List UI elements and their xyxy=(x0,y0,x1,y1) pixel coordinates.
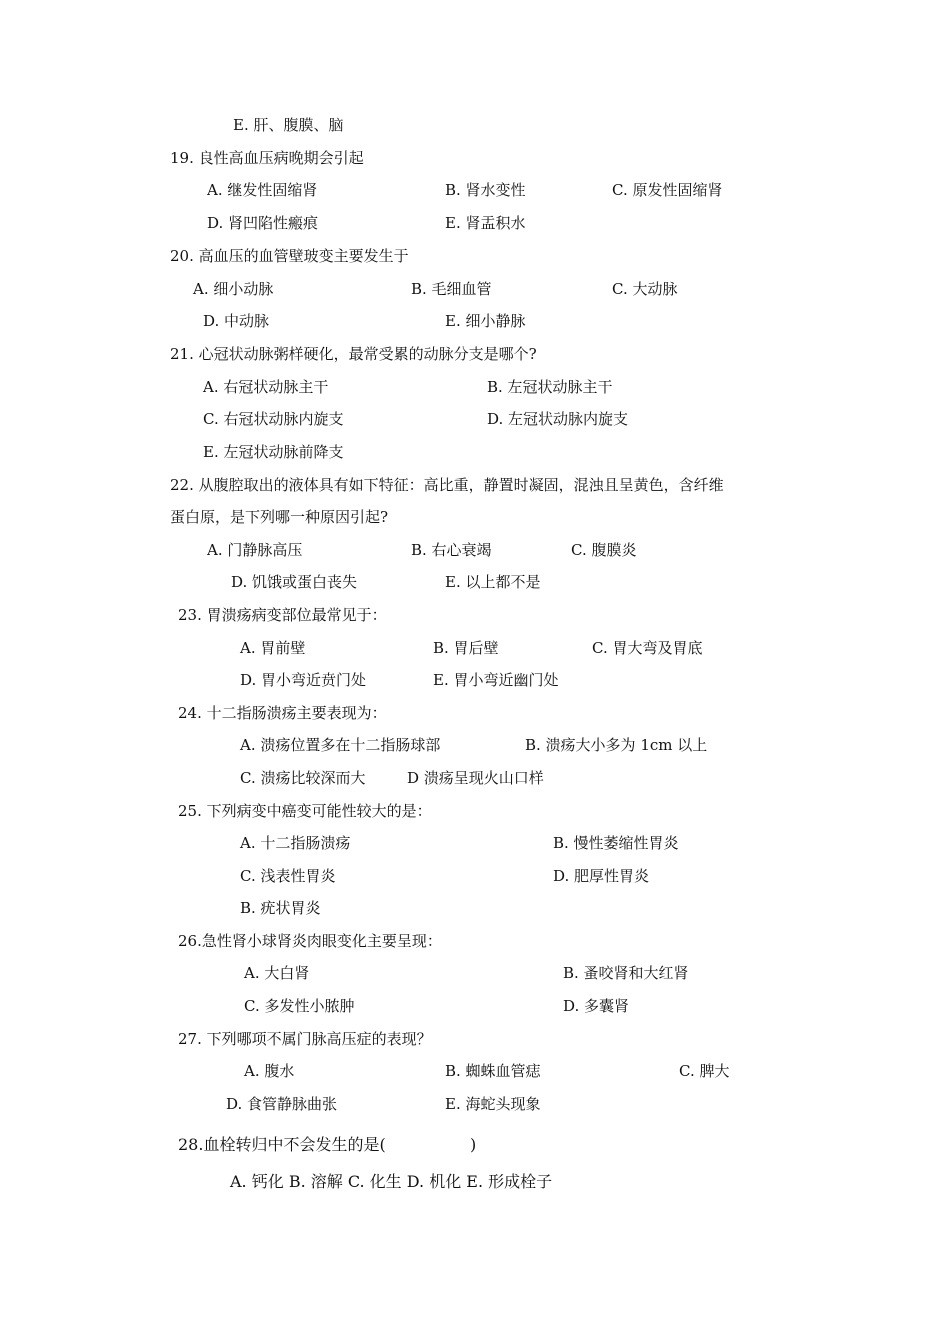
q20-stem: 20. 高血压的血管壁玻变主要发生于 xyxy=(170,247,409,265)
q19-option-b: B. 肾水变性 xyxy=(445,181,526,199)
q23-option-e: E. 胃小弯近幽门处 xyxy=(433,671,559,689)
q22-option-e: E. 以上都不是 xyxy=(445,573,541,591)
q24-stem: 24. 十二指肠溃疡主要表现为： xyxy=(178,704,387,722)
q25-option-a: A. 十二指肠溃疡 xyxy=(240,834,351,852)
q25-option-b: B. 慢性萎缩性胃炎 xyxy=(553,834,679,852)
q22-stem-line1: 22. 从腹腔取出的液体具有如下特征：高比重，静置时凝固，混浊且呈黄色，含纤维 xyxy=(170,476,724,494)
q18-option-e: E. 肝、腹膜、脑 xyxy=(233,116,344,134)
q23-option-a: A. 胃前壁 xyxy=(240,639,306,657)
q22-option-b: B. 右心衰竭 xyxy=(411,541,492,559)
q24-option-a: A. 溃疡位置多在十二指肠球部 xyxy=(240,736,441,754)
q26-option-d: D. 多囊肾 xyxy=(563,997,630,1015)
q26-stem: 26.急性肾小球肾炎肉眼变化主要呈现： xyxy=(178,932,442,950)
q26-option-b: B. 蚤咬肾和大红肾 xyxy=(563,964,689,982)
q28-options: A. 钙化 B. 溶解 C. 化生 D. 机化 E. 形成栓子 xyxy=(230,1172,553,1191)
q20-option-a: A. 细小动脉 xyxy=(193,280,274,298)
q27-option-b: B. 蜘蛛血管痣 xyxy=(445,1062,541,1080)
q24-option-d: D 溃疡呈现火山口样 xyxy=(407,769,544,787)
q21-option-e: E. 左冠状动脉前降支 xyxy=(203,443,344,461)
q23-option-b: B. 胃后壁 xyxy=(433,639,499,657)
q19-option-c: C. 原发性固缩肾 xyxy=(612,181,723,199)
q25-stem: 25. 下列病变中癌变可能性较大的是： xyxy=(178,802,432,820)
q19-stem: 19. 良性高血压病晚期会引起 xyxy=(170,149,364,167)
q27-option-d: D. 食管静脉曲张 xyxy=(226,1095,338,1113)
q20-option-e: E. 细小静脉 xyxy=(445,312,526,330)
q20-option-c: C. 大动脉 xyxy=(612,280,678,298)
q22-option-d: D. 饥饿或蛋白丧失 xyxy=(231,573,358,591)
q25-option-e: B. 疣状胃炎 xyxy=(240,899,321,917)
q27-stem: 27. 下列哪项不属门脉高压症的表现？ xyxy=(178,1030,432,1048)
q20-option-b: B. 毛细血管 xyxy=(411,280,492,298)
q27-option-c: C. 脾大 xyxy=(679,1062,730,1080)
q19-option-e: E. 肾盂积水 xyxy=(445,214,526,232)
q24-option-b: B. 溃疡大小多为 1cm 以上 xyxy=(525,736,708,754)
q24-option-c: C. 溃疡比较深而大 xyxy=(240,769,366,787)
q23-option-d: D. 胃小弯近贲门处 xyxy=(240,671,367,689)
q27-option-e: E. 海蛇头现象 xyxy=(445,1095,541,1113)
q22-option-a: A. 门静脉高压 xyxy=(207,541,303,559)
q21-option-c: C. 右冠状动脉内旋支 xyxy=(203,410,344,428)
q28-stem: 28.血栓转归中不会发生的是( xyxy=(178,1135,386,1154)
q21-option-b: B. 左冠状动脉主干 xyxy=(487,378,613,396)
q21-option-a: A. 右冠状动脉主干 xyxy=(203,378,329,396)
q22-stem-line2: 蛋白原，是下列哪一种原因引起? xyxy=(170,508,389,526)
q23-stem: 23. 胃溃疡病变部位最常见于： xyxy=(178,606,387,624)
q21-option-d: D. 左冠状动脉内旋支 xyxy=(487,410,629,428)
q25-option-d: D. 肥厚性胃炎 xyxy=(553,867,650,885)
q26-option-c: C. 多发性小脓肿 xyxy=(244,997,355,1015)
q19-option-d: D. 肾凹陷性瘢痕 xyxy=(207,214,319,232)
q19-option-a: A. 继发性固缩肾 xyxy=(207,181,318,199)
q28-close-paren: ) xyxy=(470,1135,477,1154)
q27-option-a: A. 腹水 xyxy=(244,1062,295,1080)
q23-option-c: C. 胃大弯及胃底 xyxy=(592,639,703,657)
q21-stem: 21. 心冠状动脉粥样硬化，最常受累的动脉分支是哪个? xyxy=(170,345,537,363)
q20-option-d: D. 中动脉 xyxy=(203,312,270,330)
q22-option-c: C. 腹膜炎 xyxy=(571,541,637,559)
q25-option-c: C. 浅表性胃炎 xyxy=(240,867,336,885)
q26-option-a: A. 大白肾 xyxy=(244,964,310,982)
